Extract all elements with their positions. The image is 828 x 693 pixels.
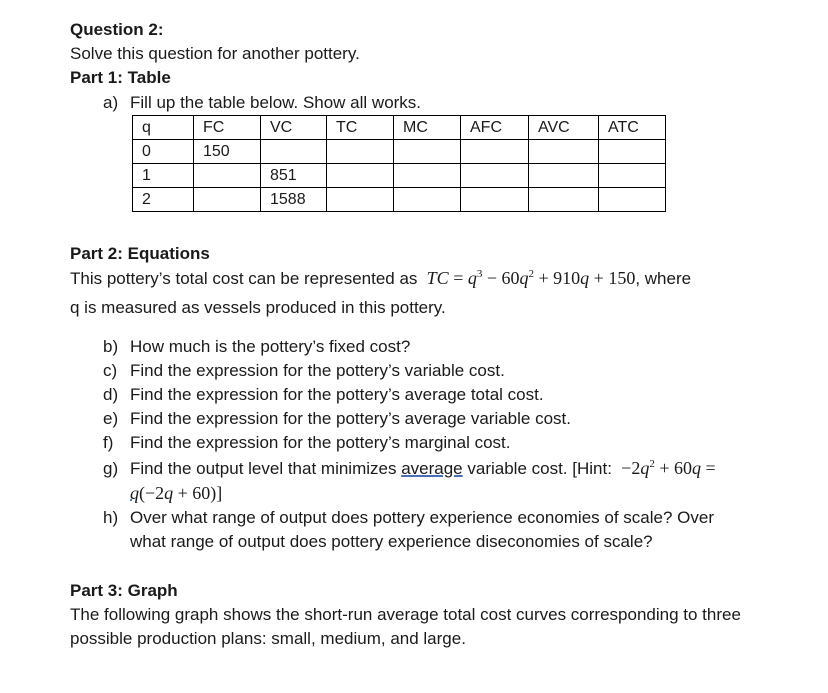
question-title: Question 2: (70, 20, 164, 39)
header-q: q (133, 116, 194, 140)
cost-table (132, 115, 666, 212)
item-f-text: Find the expression for the pottery’s marginal cost. (130, 433, 511, 452)
table-cell: 1588 (261, 188, 327, 212)
table-cell (529, 164, 599, 188)
part3-title: Part 3: Graph (70, 581, 178, 600)
table-cell (327, 140, 394, 164)
part2-line1-prefix: This pottery’s total cost can be represented as (70, 269, 418, 288)
item-h-line1: Over what range of output does pottery experience economies of scale? Over (130, 508, 714, 527)
table-cell: 150 (194, 140, 261, 164)
item-g-underlined-word: average (401, 459, 463, 478)
item-c-text: Find the expression for the pottery’s variable cost. (130, 361, 505, 380)
item-g-text-after: variable cost. [Hint: (467, 459, 612, 478)
table-cell (327, 164, 394, 188)
item-f (103, 433, 510, 453)
part3-line2: possible production plans: small, medium, and large. (70, 629, 466, 648)
table-cell (599, 140, 666, 164)
item-g (103, 458, 716, 479)
table-cell: 851 (261, 164, 327, 188)
question-intro: Solve this question for another pottery. (70, 44, 360, 63)
table-cell (461, 164, 529, 188)
table-cell (327, 188, 394, 212)
table-row (133, 140, 666, 164)
table-cell (461, 140, 529, 164)
item-a-text: Fill up the table below. Show all works. (130, 93, 422, 112)
item-b (103, 337, 410, 357)
item-c (103, 361, 505, 381)
hint-equation-left: $-2q^2 + 60q$ = (621, 458, 716, 478)
item-a (103, 93, 421, 113)
part3-line1: The following graph shows the short-run average total cost curves corresponding to three (70, 605, 741, 624)
total-cost-equation: TC = $q^3 - 60q^2 + 910q + 150$ (422, 268, 636, 288)
item-d-text: Find the expression for the pottery’s average total cost. (130, 385, 544, 404)
table-cell (394, 140, 461, 164)
item-e-label: e) (103, 409, 119, 428)
table-cell (194, 188, 261, 212)
item-h (103, 508, 714, 528)
item-h-line2: what range of output does pottery experience diseconomies of scale? (130, 532, 653, 551)
table-header-row (133, 116, 666, 140)
part2-line1-suffix: , where (635, 269, 692, 288)
table-cell (529, 140, 599, 164)
table-cell (194, 164, 261, 188)
header-tc: TC (327, 116, 394, 140)
item-f-label: f) (103, 433, 114, 452)
table-cell (394, 188, 461, 212)
item-a-label: a) (103, 93, 119, 112)
table-cell (394, 164, 461, 188)
header-atc: ATC (599, 116, 666, 140)
table-cell (261, 140, 327, 164)
table-cell: 2 (133, 188, 194, 212)
item-e (103, 409, 571, 429)
item-d (103, 385, 544, 405)
table-cell (599, 164, 666, 188)
table-cell (529, 188, 599, 212)
item-g-text-before: Find the output level that minimizes (130, 459, 397, 478)
table-row (133, 164, 666, 188)
table-cell: 1 (133, 164, 194, 188)
part2-line2: q is measured as vessels produced in this pottery. (70, 298, 446, 317)
hint-equation-right: q(−2q + 60)] (130, 483, 223, 503)
header-avc: AVC (529, 116, 599, 140)
part1-title: Part 1: Table (70, 68, 171, 87)
item-g-line2 (130, 483, 222, 504)
item-b-label: b) (103, 337, 119, 356)
item-g-label: g) (103, 459, 119, 478)
header-fc: FC (194, 116, 261, 140)
header-mc: MC (394, 116, 461, 140)
header-vc: VC (261, 116, 327, 140)
header-afc: AFC (461, 116, 529, 140)
item-h-label: h) (103, 508, 119, 527)
part2-line1 (70, 268, 691, 289)
item-c-label: c) (103, 361, 118, 380)
table-row (133, 188, 666, 212)
item-b-text: How much is the pottery’s fixed cost? (130, 337, 411, 356)
item-e-text: Find the expression for the pottery’s average variable cost. (130, 409, 571, 428)
item-d-label: d) (103, 385, 119, 404)
table-cell (599, 188, 666, 212)
table-cell: 0 (133, 140, 194, 164)
table-cell (461, 188, 529, 212)
part2-title: Part 2: Equations (70, 244, 210, 263)
